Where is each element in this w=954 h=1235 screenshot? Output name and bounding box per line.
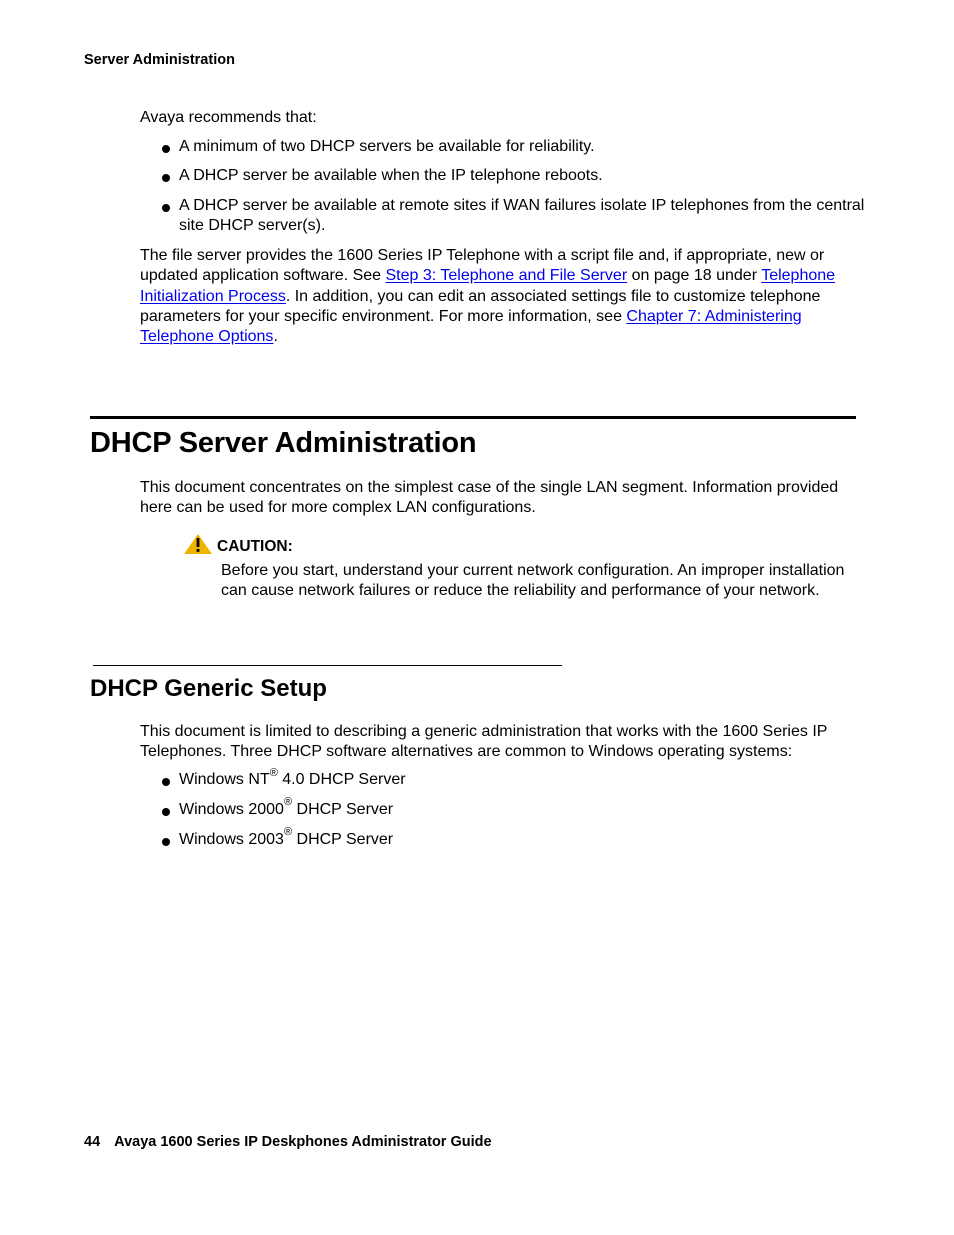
list-item-text: A DHCP server be available when the IP telephone reboots. [179, 167, 603, 185]
link-step3-telephone-file-server[interactable]: Step 3: Telephone and File Server [385, 267, 628, 285]
caution-label: CAUTION: [217, 538, 293, 555]
running-header: Server Administration [84, 52, 235, 68]
text: on page 18 under [627, 267, 762, 285]
bullet-icon [162, 838, 170, 846]
bullet-icon [162, 174, 170, 182]
text: . In addition, you can edit an associated settings file to customize telephone parameters for your specific environment. For more information, see [140, 287, 821, 325]
page-number: 44 [84, 1134, 101, 1150]
text: . [273, 328, 278, 346]
subsection-divider [93, 665, 562, 666]
list-item [140, 196, 870, 237]
caution-text: Before you start, understand your current network configuration. An improper installation can cause network failures or reduce the reliability and performance of your network. [221, 562, 845, 600]
link-chapter7-administering-options[interactable]: Chapter 7: Administering Telephone Options [140, 307, 802, 346]
bullet-icon [162, 204, 170, 212]
bullet-icon [162, 778, 170, 786]
generic-setup-paragraph: This document is limited to describing a generic administration that works with the 1600 Series IP Telephones. Three DHCP software alternatives are common to Windows operating systems: [140, 723, 828, 761]
registered-mark: ® [283, 826, 293, 839]
list-item [140, 137, 870, 157]
registered-mark: ® [283, 796, 293, 809]
list-item-text: DHCP Server [292, 800, 394, 818]
warning-triangle-icon [183, 533, 213, 555]
list-item-text: A DHCP server be available at remote sites if WAN failures isolate IP telephones from the central site DHCP server(s). [179, 196, 865, 234]
dhcp-admin-paragraph: This document concentrates on the simplest case of the single LAN segment. Information provided here can be used for more complex LAN configurations. [140, 479, 839, 517]
list-item [140, 766, 640, 790]
intro-lead: Avaya recommends that: [140, 109, 317, 126]
section-heading-dhcp-server-administration: DHCP Server Administration [90, 427, 477, 459]
section-divider [90, 416, 856, 419]
list-item-text: Windows NT [179, 771, 270, 788]
recommendations-list [140, 137, 870, 245]
file-server-paragraph [140, 246, 865, 347]
list-item [140, 826, 640, 850]
page-footer [84, 1134, 492, 1150]
link-telephone-initialization-process[interactable]: Telephone Initialization Process [140, 267, 836, 305]
list-item-text: Windows 2000 [179, 800, 284, 818]
section-heading-dhcp-generic-setup: DHCP Generic Setup [90, 675, 327, 702]
registered-mark: ® [269, 766, 278, 779]
list-item-text: DHCP Server [292, 830, 394, 848]
list-item-text: Windows 2003 [179, 830, 284, 848]
bullet-icon [162, 808, 170, 816]
list-item [140, 166, 870, 186]
text: The file server provides the 1600 Series IP Telephone with a script file and, if appropriate, new or updated application software. See [140, 247, 825, 285]
list-item [140, 796, 640, 820]
bullet-icon [162, 145, 170, 153]
guide-title: Avaya 1600 Series IP Deskphones Administrator Guide [114, 1134, 492, 1150]
list-item-text: A minimum of two DHCP servers be available for reliability. [179, 138, 595, 155]
dhcp-alternatives-list [140, 766, 640, 859]
list-item-text: 4.0 DHCP Server [277, 771, 406, 788]
